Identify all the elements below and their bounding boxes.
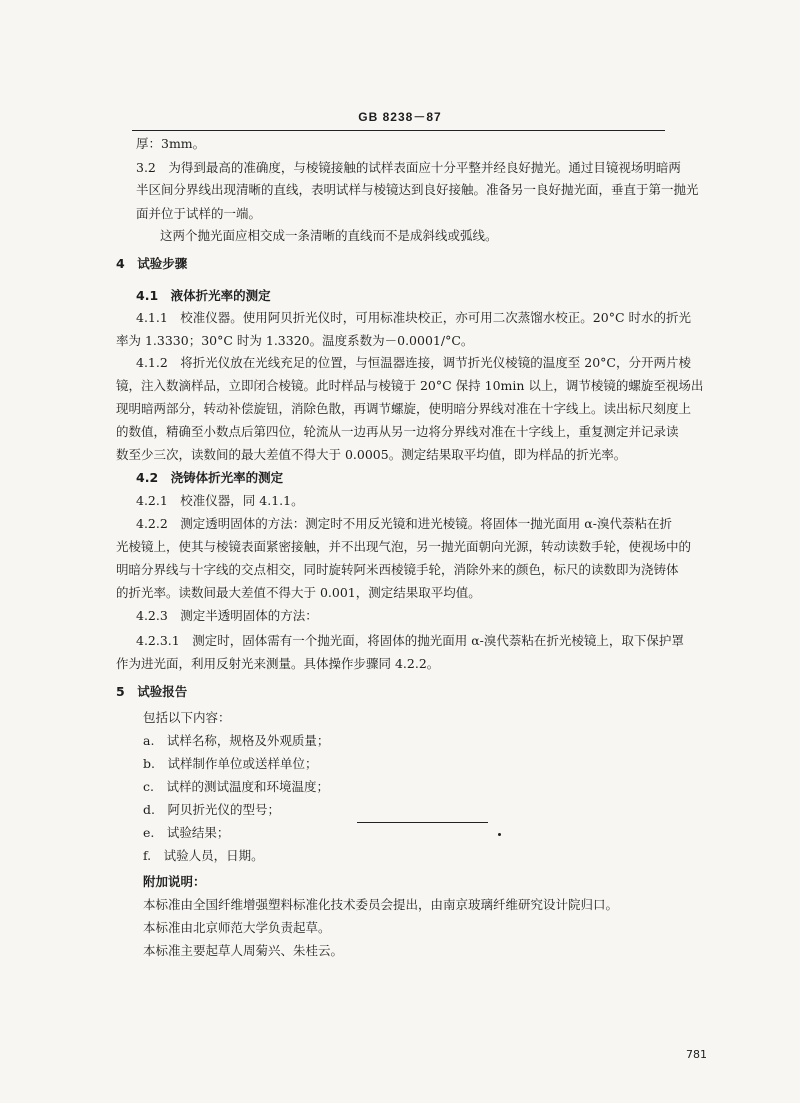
section-4-2-2-line-4: 的折光率。读数间最大差值不得大于 0.001，测定结果取平均值。 [116,585,481,600]
appendix-line-1: 本标准由全国纤维增强塑料标准化技术委员会提出，由南京玻璃纤维研究设计院归口。 [143,897,619,912]
appendix-line-2: 本标准由北京师范大学负责起草。 [143,920,331,935]
thickness-line: 厚：3mm。 [136,136,206,151]
page-number: 781 [686,1048,707,1061]
section-5-heading: 5 试验报告 [116,684,188,699]
section-4-1-2-line-1: 4.1.2 将折光仪放在光线充足的位置，与恒温器连接，调节折光仪棱镜的温度至 20°C，分开两片棱 [136,355,692,370]
report-item-b: b. 试样制作单位或送样单位； [143,756,318,771]
scan-speck [498,833,501,836]
section-4-2-heading: 4.2 浇铸体折光率的测定 [136,470,284,485]
appendix-line-3: 本标准主要起草人周菊兴、朱桂云。 [143,943,344,958]
section-4-2-2-line-3: 明暗分界线与十字线的交点相交，同时旋转阿米西棱镜手轮，消除外来的颜色，标尺的读数即为浇铸体 [116,562,679,577]
report-item-a: a. 试样名称，规格及外观质量； [143,733,330,748]
section-4-2-3-1-line-2: 作为进光面，利用反射光来测量。具体操作步骤同 4.2.2。 [116,656,440,671]
report-item-f: f. 试验人员，日期。 [143,848,264,863]
report-item-e: e. 试验结果； [143,825,230,840]
section-4-1-heading: 4.1 液体折光率的测定 [136,288,271,303]
section-4-1-2-line-5: 数至少三次，读数间的最大差值不得大于 0.0005。测定结果取平均值，即为样品的折光率。 [116,447,627,462]
appendix-title: 附加说明： [143,874,206,889]
section-3-2-line-1: 3.2 为得到最高的准确度，与棱镜接触的试样表面应十分平整并经良好抛光。通过目镜视场明暗两 [136,160,681,175]
section-3-2-line-3: 面并位于试样的一端。 [136,206,262,221]
section-4-1-1-line-2: 率为 1.3330；30°C 时为 1.3320。温度系数为－0.0001/°C。 [116,333,474,348]
section-3-2-line-4: 这两个抛光面应相交成一条清晰的直线而不是成斜线或弧线。 [160,228,498,243]
section-4-2-1-line: 4.2.1 校准仪器，同 4.1.1。 [136,493,304,508]
section-divider [357,822,488,823]
section-4-1-2-line-4: 的数值，精确至小数点后第四位，轮流从一边再从另一边将分界线对准在十字线上，重复测定并记录读 [116,424,679,439]
section-4-2-2-line-2: 光棱镜上，使其与棱镜表面紧密接触，并不出现气泡，另一抛光面朝向光源，转动读数手轮，使视场中的 [116,539,692,554]
section-4-1-1-line-1: 4.1.1 校准仪器。使用阿贝折光仪时，可用标准块校正，亦可用二次蒸馏水校正。20°C 时水的折光 [136,310,692,325]
report-item-d: d. 阿贝折光仪的型号； [143,802,280,817]
report-item-c: c. 试样的测试温度和环境温度； [143,779,329,794]
section-4-2-2-line-1: 4.2.2 测定透明固体的方法：测定时不用反光镜和进光棱镜。将固体一抛光面用 α-溴代萘粘在折 [136,516,672,531]
section-4-heading: 4 试验步骤 [116,256,188,271]
report-intro: 包括以下内容： [143,710,231,725]
section-4-2-3-line: 4.2.3 测定半透明固体的方法： [136,608,318,623]
section-4-2-3-1-line-1: 4.2.3.1 测定时，固体需有一个抛光面，将固体的抛光面用 α-溴代萘粘在折光棱镜上，取下保护罩 [136,633,684,648]
section-4-1-2-line-3: 现明暗两部分，转动补偿旋钮，消除色散，再调节螺旋，使明暗分界线对准在十字线上。读出标尺刻度上 [116,401,692,416]
section-3-2-line-2: 半区间分界线出现清晰的直线，表明试样与棱镜达到良好接触。准备另一良好抛光面，垂直于第一抛光 [136,182,699,197]
page-header-code: GB 8238－87 [358,110,442,124]
section-4-1-2-line-2: 镜，注入数滴样品，立即闭合棱镜。此时样品与棱镜于 20°C 保持 10min 以上，调节棱镜的螺旋至视场出 [116,378,704,393]
header-rule [132,130,665,131]
